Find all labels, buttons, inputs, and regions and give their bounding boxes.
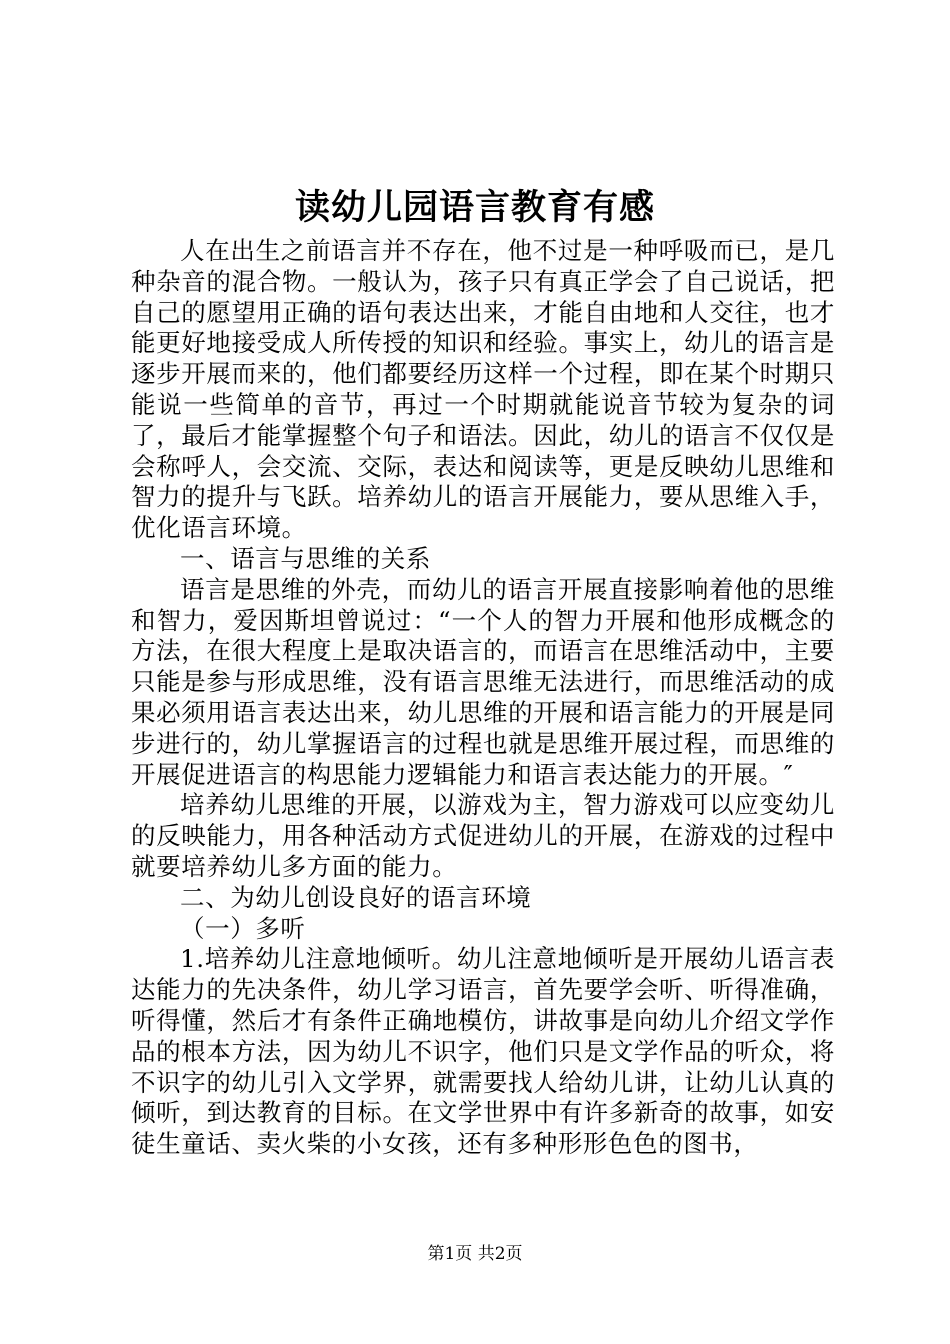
paragraph-games: 培养幼儿思维的开展，以游戏为主，智力游戏可以应变幼儿的反映能力，用各种活动方式促进幼儿的开展，在游戏的过程中就要培养幼儿多方面的能力。 bbox=[131, 790, 835, 881]
section-heading-1: 一、语言与思维的关系 bbox=[180, 543, 431, 573]
paragraph-listening: 1.培养幼儿注意地倾听。幼儿注意地倾听是开展幼儿语言表达能力的先决条件，幼儿学习语言，首先要学会听、听得准确，听得懂，然后才有条件正确地模仿，讲故事是向幼儿介绍文学作品的根本方法，因为幼儿不识字，他们只是文学作品的听众，将不识字的幼儿引入文学界，就需要找人给幼儿讲，让幼儿认真的倾听，到达教育的目标。在文学世界中有许多新奇的故事，如安徒生童话、卖火柴的小女孩，还有多种形形色色的图书， bbox=[131, 944, 835, 1159]
page-number-footer: 第1页 共2页 bbox=[427, 1244, 523, 1264]
document-title: 读幼儿园语言教育有感 bbox=[294, 187, 655, 228]
paragraph-language-thinking: 语言是思维的外壳，而幼儿的语言开展直接影响着他的思维和智力，爱因斯坦曾说过：“一个人的智力开展和他形成概念的方法，在很大程度上是取决语言的，而语言在思维活动中，主要只能是参与形成思维，没有语言思维无法进行，而思维活动的成果必须用语言表达出来，幼儿思维的开展和语言能力的开展是同步进行的，幼儿掌握语言的过程也就是思维开展过程，而思维的开展促进语言的构思能力逻辑能力和语言表达能力的开展。″ bbox=[131, 574, 835, 789]
subsection-heading-listen: （一）多听 bbox=[180, 913, 306, 943]
section-heading-2: 二、为幼儿创设良好的语言环境 bbox=[180, 882, 532, 912]
paragraph-intro: 人在出生之前语言并不存在，他不过是一种呼吸而已，是几种杂音的混合物。一般认为，孩子只有真正学会了自己说话，把自己的愿望用正确的语句表达出来，才能自由地和人交往，也才能更好地接受成人所传授的知识和经验。事实上，幼儿的语言是逐步开展而来的，他们都要经历这样一个过程，即在某个时期只能说一些简单的音节，再过一个时期就能说音节较为复杂的词了，最后才能掌握整个句子和语法。因此，幼儿的语言不仅仅是会称呼人，会交流、交际，表达和阅读等，更是反映幼儿思维和智力的提升与飞跃。培养幼儿的语言开展能力，要从思维入手，优化语言环境。 bbox=[131, 236, 835, 543]
document-body bbox=[131, 236, 835, 1160]
